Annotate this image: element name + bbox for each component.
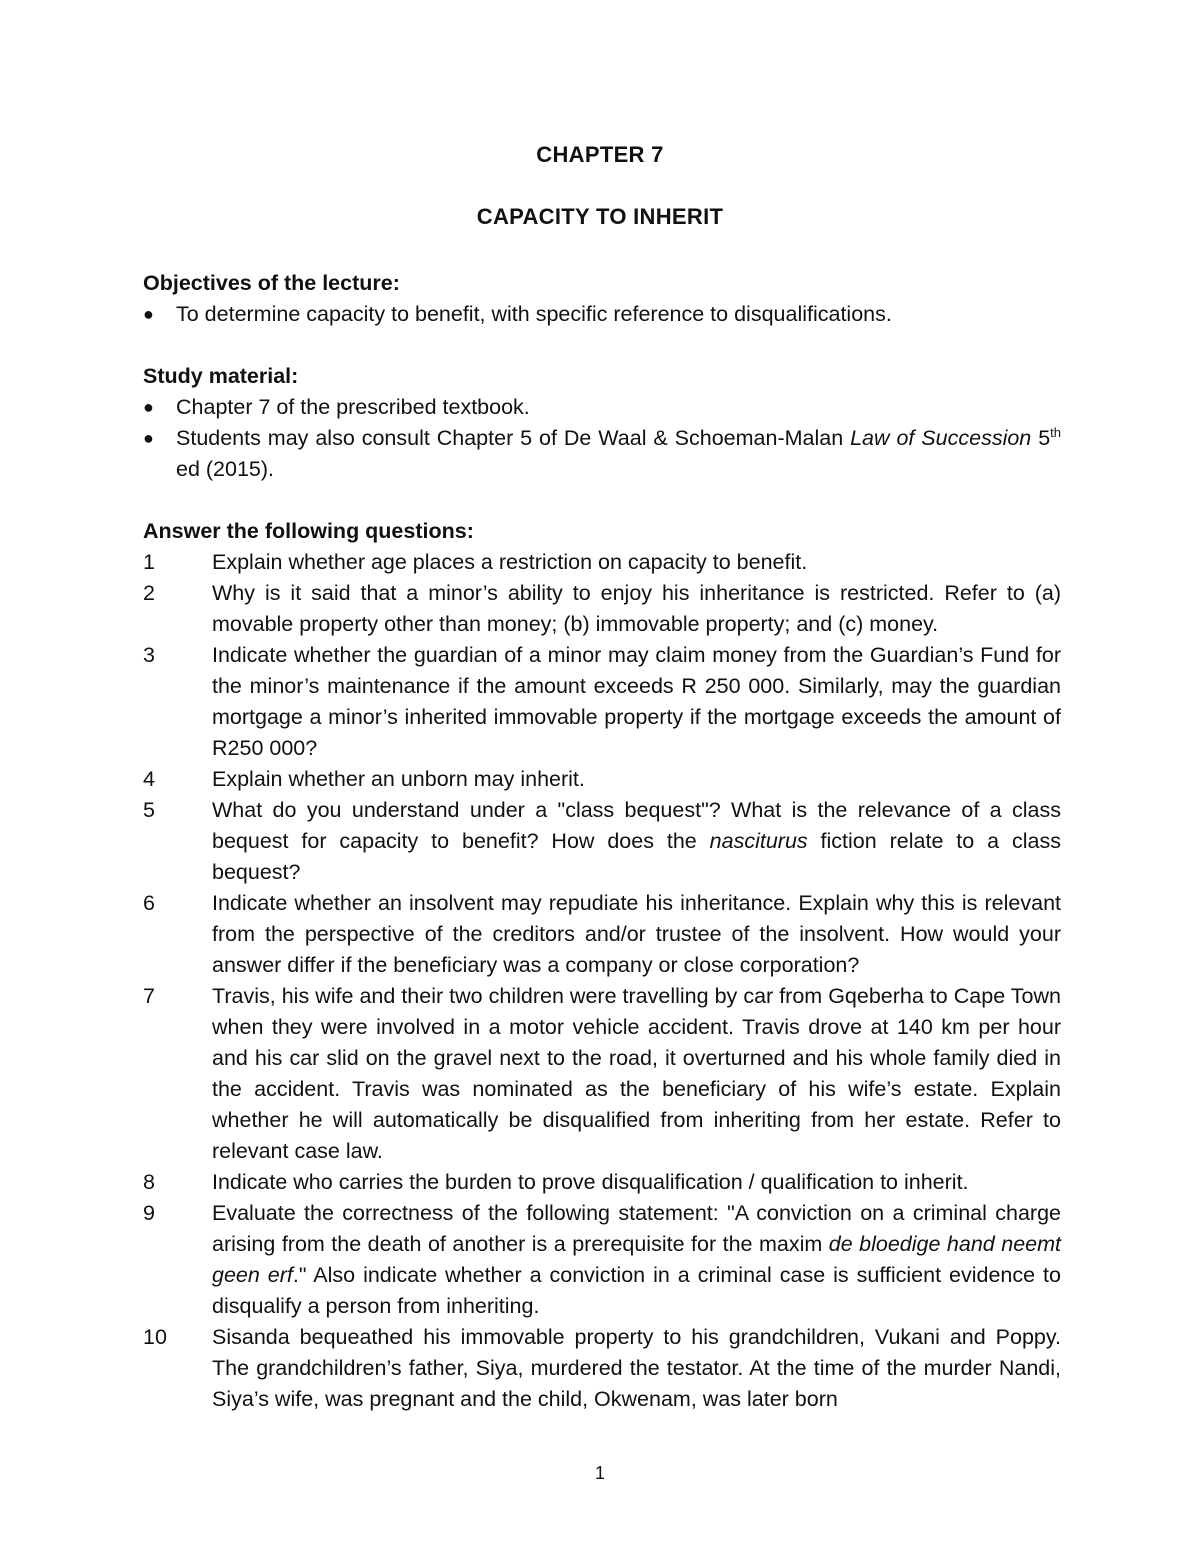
chapter-title: CAPACITY TO INHERIT xyxy=(476,204,724,229)
question-text: Indicate who carries the burden to prove disqualification / qualification to inherit. xyxy=(212,1170,969,1194)
list-item xyxy=(143,423,1061,485)
edition-number: 5 xyxy=(1031,426,1051,450)
document-body xyxy=(143,268,1061,1415)
study-material-text: Chapter 7 of the prescribed textbook. xyxy=(176,395,530,419)
edition-text: ed (2015). xyxy=(176,457,275,481)
question-item xyxy=(143,547,1061,578)
question-number: 6 xyxy=(143,891,155,915)
page-number: 1 xyxy=(594,1463,605,1483)
question-item xyxy=(143,578,1061,640)
study-material-list xyxy=(143,392,1061,485)
question-number: 5 xyxy=(143,798,155,822)
question-number: 3 xyxy=(143,643,155,667)
edition-suffix: th xyxy=(1050,424,1061,440)
question-text: Indicate whether the guardian of a minor may claim money from the Guardian’s Fund for the minor’s maintenance if the amount exceeds R 250 000. Similarly, may the guardian mortgage a minor’s inherited immovable property if the mortgage exceeds the amount of R250 000? xyxy=(212,643,1061,760)
question-item xyxy=(143,1198,1061,1322)
question-text: Explain whether an unborn may inherit. xyxy=(212,767,585,791)
question-text: Sisanda bequeathed his immovable property to his grandchildren, Vukani and Poppy. The grandchildren’s father, Siya, murdered the testator. At the time of the murder Nandi, Siya’s wife, was pregnant and the child, Okwenam, was later born xyxy=(212,1325,1061,1411)
question-text: Why is it said that a minor’s ability to enjoy his inheritance is restricted. Refer to (a) movable property other than money; (b) immovable property; and (c) money. xyxy=(212,581,1061,636)
question-text: fiction relate to a class bequest? xyxy=(212,829,1061,884)
question-text: Explain whether age places a restriction on capacity to benefit. xyxy=(212,550,808,574)
latin-maxim: de bloedige hand neemt geen erf xyxy=(212,1232,1061,1287)
question-item xyxy=(143,1167,1061,1198)
list-item xyxy=(143,299,1061,330)
question-text: What do you understand under a "class bequest"? What is the relevance of a class bequest for capacity to benefit? How does the xyxy=(212,798,1061,853)
question-number: 1 xyxy=(143,550,155,574)
bullet-icon: ● xyxy=(143,397,154,417)
objective-text: To determine capacity to benefit, with specific reference to disqualifications. xyxy=(176,302,892,326)
list-item xyxy=(143,392,1061,423)
questions-list xyxy=(143,547,1061,1415)
question-item xyxy=(143,640,1061,764)
objectives-list xyxy=(143,299,1061,330)
bullet-icon: ● xyxy=(143,304,154,324)
question-number: 10 xyxy=(143,1325,167,1349)
chapter-number: CHAPTER 7 xyxy=(536,142,664,167)
question-item xyxy=(143,981,1061,1167)
question-number: 4 xyxy=(143,767,155,791)
question-text: ." Also indicate whether a conviction in a criminal case is sufficient evidence to disqualify a person from inheriting. xyxy=(212,1263,1061,1318)
question-number: 2 xyxy=(143,581,155,605)
question-number: 8 xyxy=(143,1170,155,1194)
study-material-text: Students may also consult Chapter 5 of De Waal & Schoeman-Malan xyxy=(176,426,851,450)
questions-heading: Answer the following questions: xyxy=(143,519,474,543)
question-item xyxy=(143,795,1061,888)
question-item xyxy=(143,1322,1061,1415)
question-item xyxy=(143,764,1061,795)
question-item xyxy=(143,888,1061,981)
question-number: 9 xyxy=(143,1201,155,1225)
question-text: Evaluate the correctness of the following statement: "A conviction on a criminal charge arising from the death of another is a prerequisite for the maxim xyxy=(212,1201,1061,1256)
bullet-icon: ● xyxy=(143,428,154,448)
latin-term: nasciturus xyxy=(709,829,808,853)
question-number: 7 xyxy=(143,984,155,1008)
question-text: Indicate whether an insolvent may repudiate his inheritance. Explain why this is relevant from the perspective of the creditors and/or trustee of the insolvent. How would your answer differ if the beneficiary was a company or close corporation? xyxy=(212,891,1061,977)
question-text: Travis, his wife and their two children were travelling by car from Gqeberha to Cape Town when they were involved in a motor vehicle accident. Travis drove at 140 km per hour and his car slid on the gravel next to the road, it overturned and his whole family died in the accident. Travis was nominated as the beneficiary of his wife’s estate. Explain whether he will automatically be disqualified from inheriting from her estate. Refer to relevant case law. xyxy=(212,984,1061,1163)
book-title: Law of Succession xyxy=(850,426,1032,450)
objectives-heading: Objectives of the lecture: xyxy=(143,271,400,295)
study-material-heading: Study material: xyxy=(143,364,299,388)
